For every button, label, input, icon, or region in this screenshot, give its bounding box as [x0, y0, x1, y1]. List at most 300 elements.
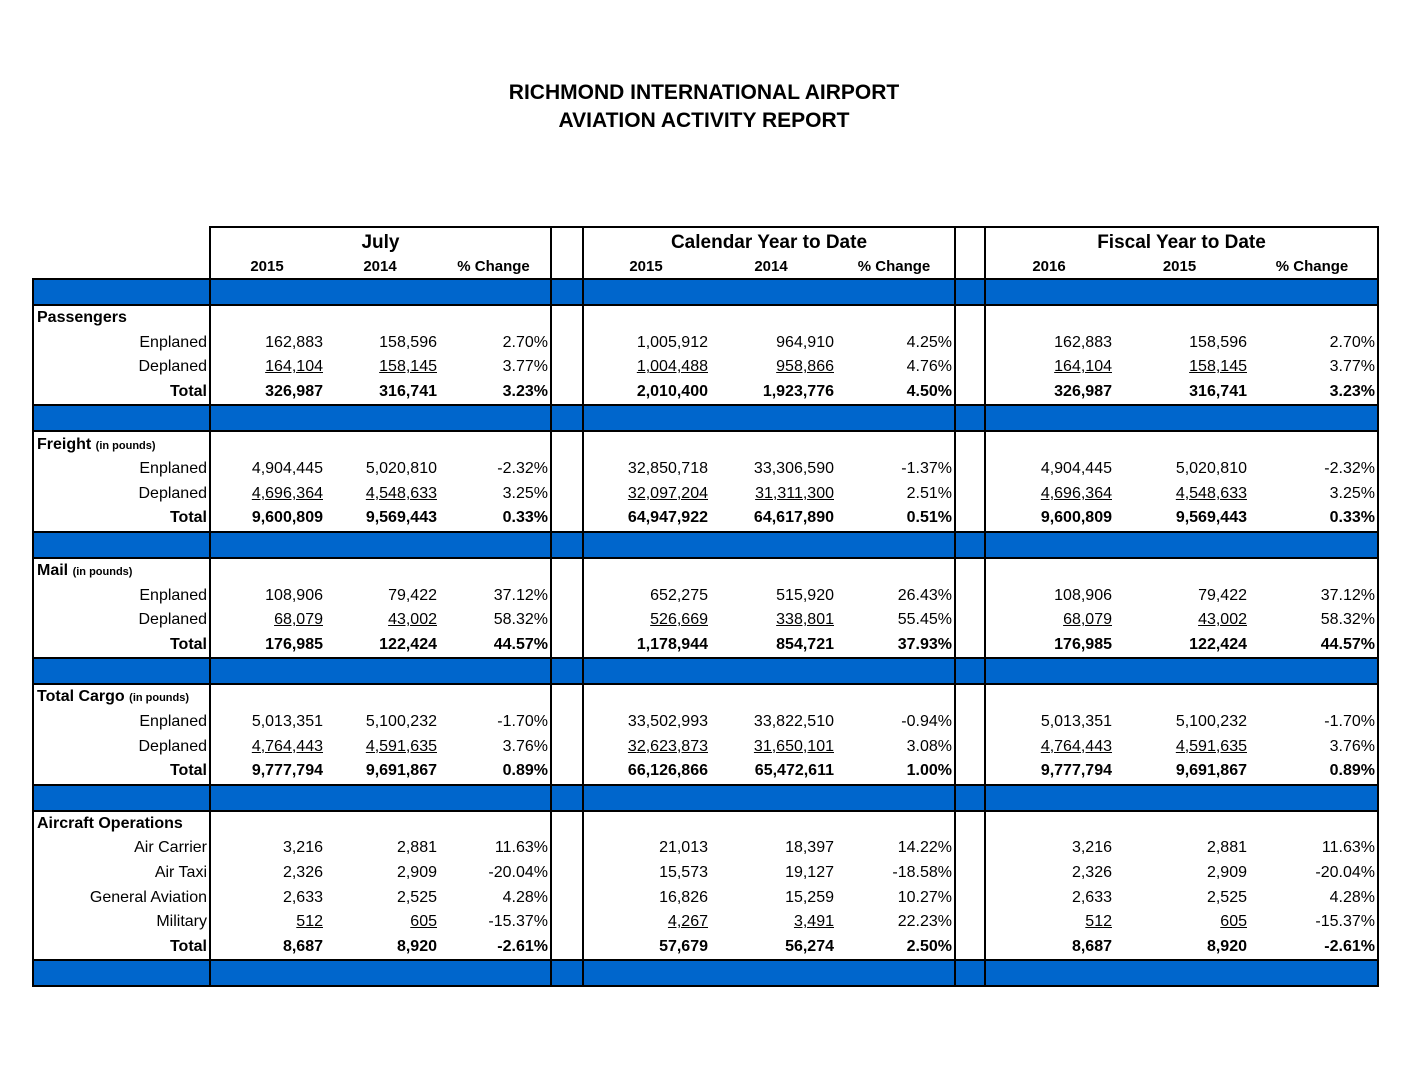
count-value: 108,906	[1054, 586, 1112, 604]
percent-change-cell	[437, 910, 551, 935]
count-value: 4,548,633	[1175, 484, 1247, 502]
header-blank	[33, 254, 210, 279]
percent-change-cell	[437, 633, 551, 659]
count-value: 4,696,364	[1040, 484, 1112, 502]
percent-change-cell	[1247, 633, 1378, 659]
count-value: 5,013,351	[1040, 713, 1112, 731]
empty-cell	[1247, 558, 1378, 584]
spacer-cell	[955, 836, 985, 861]
separator-cell	[985, 405, 1112, 431]
percent-change-cell	[1247, 910, 1378, 935]
percent-change-cell	[437, 583, 551, 608]
separator-cell	[955, 279, 985, 305]
section-heading-row	[33, 684, 1378, 710]
percent-change-value: 2.70%	[502, 333, 548, 351]
percent-change-cell	[1247, 836, 1378, 861]
spacer-cell	[955, 506, 985, 532]
value-cell	[708, 836, 834, 861]
value-cell	[985, 355, 1112, 380]
percent-change-value: 37.12%	[1320, 586, 1375, 604]
percent-change-value: 58.32%	[493, 611, 548, 629]
percent-change-value: 4.50%	[906, 383, 952, 401]
spacer-cell	[551, 710, 583, 735]
spacer-cell	[551, 380, 583, 406]
count-value: 8,920	[1206, 937, 1247, 955]
empty-cell	[583, 684, 708, 710]
count-value: 31,311,300	[755, 484, 834, 502]
count-value: 33,822,510	[753, 713, 834, 731]
count-value: 4,267	[667, 913, 708, 931]
report-title-line1: RICHMOND INTERNATIONAL AIRPORT	[508, 81, 900, 104]
percent-change-cell	[437, 836, 551, 861]
count-value: 2,326	[282, 863, 323, 881]
percent-change-value: 11.63%	[494, 839, 548, 857]
count-value: 3,216	[282, 839, 323, 857]
value-cell	[210, 885, 323, 910]
value-cell	[583, 710, 708, 735]
count-value: 4,696,364	[251, 484, 323, 502]
count-value: 43,002	[1198, 611, 1247, 629]
percent-change-value: -1.70%	[497, 713, 548, 731]
data-row	[33, 710, 1378, 735]
separator-cell	[1112, 532, 1247, 558]
empty-cell	[834, 811, 955, 837]
empty-cell	[323, 684, 437, 710]
row-label: Deplaned	[33, 355, 210, 380]
total-row	[33, 759, 1378, 785]
separator-cell	[551, 405, 583, 431]
row-label: Total	[33, 759, 210, 785]
percent-change-value: -2.32%	[1324, 460, 1375, 478]
value-cell	[985, 331, 1112, 356]
data-row	[33, 836, 1378, 861]
empty-cell	[1247, 305, 1378, 331]
value-cell	[210, 331, 323, 356]
spacer-cell	[955, 861, 985, 886]
separator-cell	[210, 279, 323, 305]
section-heading-row	[33, 811, 1378, 837]
value-cell	[323, 457, 437, 482]
count-value: 5,020,810	[1175, 460, 1247, 478]
value-cell	[210, 380, 323, 406]
percent-change-value: 44.57%	[1320, 635, 1375, 653]
empty-cell	[210, 431, 323, 457]
empty-cell	[708, 684, 834, 710]
percent-change-value: -1.70%	[1324, 713, 1375, 731]
value-cell	[583, 380, 708, 406]
percent-change-value: 0.33%	[1329, 509, 1375, 527]
total-row	[33, 506, 1378, 532]
empty-cell	[323, 558, 437, 584]
value-cell	[583, 759, 708, 785]
percent-change-value: 3.76%	[1329, 737, 1375, 755]
empty-cell	[210, 811, 323, 837]
count-value: 164,104	[1054, 358, 1112, 376]
count-value: 9,569,443	[1175, 509, 1247, 527]
value-cell	[985, 506, 1112, 532]
value-cell	[708, 608, 834, 633]
count-value: 9,600,809	[251, 509, 323, 527]
value-cell	[985, 861, 1112, 886]
count-value: 4,904,445	[1040, 460, 1112, 478]
percent-change-value: -20.04%	[488, 863, 548, 881]
group-header-row	[33, 227, 1378, 254]
value-cell	[1112, 710, 1247, 735]
count-value: 4,764,443	[1040, 737, 1112, 755]
empty-cell	[437, 558, 551, 584]
total-row	[33, 380, 1378, 406]
value-cell	[985, 885, 1112, 910]
value-cell	[985, 583, 1112, 608]
percent-change-cell	[834, 583, 955, 608]
count-value: 512	[296, 913, 323, 931]
separator-cell	[33, 279, 210, 305]
separator-cell	[33, 960, 210, 986]
count-value: 108,906	[265, 586, 323, 604]
separator-cell	[1112, 658, 1247, 684]
empty-cell	[708, 305, 834, 331]
data-row	[33, 482, 1378, 507]
count-value: 68,079	[1063, 611, 1112, 629]
count-value: 326,987	[265, 383, 323, 401]
value-cell	[708, 885, 834, 910]
count-value: 2,909	[1206, 863, 1247, 881]
spacer-cell	[551, 355, 583, 380]
empty-cell	[834, 431, 955, 457]
value-cell	[323, 482, 437, 507]
separator-cell	[323, 960, 437, 986]
year-header: % Change	[834, 254, 955, 279]
percent-change-value: 2.70%	[1329, 333, 1375, 351]
value-cell	[323, 861, 437, 886]
separator-cell	[834, 279, 955, 305]
separator-cell	[210, 785, 323, 811]
count-value: 4,764,443	[251, 737, 323, 755]
row-label: Deplaned	[33, 734, 210, 759]
data-row	[33, 331, 1378, 356]
percent-change-cell	[1247, 355, 1378, 380]
row-label: Enplaned	[33, 331, 210, 356]
value-cell	[210, 710, 323, 735]
value-cell	[708, 380, 834, 406]
count-value: 1,923,776	[762, 383, 834, 401]
separator-cell	[1247, 960, 1378, 986]
value-cell	[583, 934, 708, 960]
year-header-row	[33, 254, 1378, 279]
count-value: 21,013	[659, 839, 708, 857]
value-cell	[210, 836, 323, 861]
percent-change-value: 4.28%	[502, 888, 548, 906]
spacer-cell	[955, 380, 985, 406]
value-cell	[985, 380, 1112, 406]
percent-change-value: 58.32%	[1320, 611, 1375, 629]
count-value: 964,910	[776, 333, 834, 351]
empty-cell	[323, 811, 437, 837]
group-calendar-ytd: Calendar Year to Date	[583, 227, 955, 254]
percent-change-cell	[437, 734, 551, 759]
percent-change-value: -1.37%	[901, 460, 952, 478]
count-value: 68,079	[274, 611, 323, 629]
value-cell	[323, 759, 437, 785]
empty-cell	[583, 558, 708, 584]
separator-cell	[985, 785, 1112, 811]
separator-cell	[33, 658, 210, 684]
value-cell	[323, 583, 437, 608]
section-name: Aircraft Operations	[37, 814, 183, 832]
count-value: 338,801	[776, 611, 834, 629]
count-value: 32,623,873	[627, 737, 708, 755]
count-value: 512	[1085, 913, 1112, 931]
empty-cell	[708, 558, 834, 584]
year-header: 2015	[1162, 257, 1197, 275]
percent-change-cell	[437, 506, 551, 532]
percent-change-cell	[437, 885, 551, 910]
spacer-cell	[551, 885, 583, 910]
percent-change-cell	[437, 355, 551, 380]
spacer-cell	[955, 457, 985, 482]
empty-cell	[323, 431, 437, 457]
value-cell	[583, 506, 708, 532]
empty-cell	[834, 558, 955, 584]
percent-change-cell	[834, 380, 955, 406]
empty-cell	[955, 431, 985, 457]
value-cell	[323, 885, 437, 910]
empty-cell	[955, 305, 985, 331]
spacer-cell	[955, 254, 985, 279]
separator-cell	[1112, 785, 1247, 811]
value-cell	[210, 482, 323, 507]
empty-cell	[1247, 811, 1378, 837]
count-value: 158,596	[379, 333, 437, 351]
separator-cell	[1112, 279, 1247, 305]
separator-cell	[551, 532, 583, 558]
separator-cell	[708, 658, 834, 684]
count-value: 15,573	[659, 863, 708, 881]
value-cell	[708, 457, 834, 482]
count-value: 122,424	[1189, 635, 1247, 653]
count-value: 18,397	[785, 839, 834, 857]
value-cell	[583, 608, 708, 633]
separator-cell	[437, 658, 551, 684]
data-row	[33, 734, 1378, 759]
value-cell	[323, 331, 437, 356]
separator-cell	[985, 658, 1112, 684]
count-value: 2,525	[396, 888, 437, 906]
value-cell	[583, 885, 708, 910]
separator-cell	[33, 405, 210, 431]
percent-change-value: 3.23%	[502, 383, 548, 401]
count-value: 605	[410, 913, 437, 931]
value-cell	[583, 836, 708, 861]
value-cell	[985, 633, 1112, 659]
empty-cell	[1112, 558, 1247, 584]
empty-cell	[834, 684, 955, 710]
empty-cell	[437, 684, 551, 710]
percent-change-value: 3.25%	[1329, 484, 1375, 502]
header-blank	[33, 227, 210, 254]
spacer-cell	[955, 885, 985, 910]
count-value: 8,687	[1071, 937, 1112, 955]
section-heading	[33, 811, 210, 837]
year-header: 2014	[363, 257, 397, 275]
value-cell	[210, 759, 323, 785]
empty-cell	[985, 305, 1112, 331]
count-value: 2,909	[396, 863, 437, 881]
count-value: 8,920	[396, 937, 437, 955]
spacer-cell	[955, 710, 985, 735]
value-cell	[708, 910, 834, 935]
separator-cell	[955, 532, 985, 558]
data-row	[33, 910, 1378, 935]
section-heading	[33, 558, 210, 584]
value-cell	[708, 583, 834, 608]
data-row	[33, 608, 1378, 633]
value-cell	[583, 482, 708, 507]
percent-change-value: 0.89%	[1329, 762, 1375, 780]
spacer-cell	[955, 759, 985, 785]
section-heading	[33, 684, 210, 710]
count-value: 2,010,400	[636, 383, 708, 401]
value-cell	[323, 734, 437, 759]
separator-cell	[955, 405, 985, 431]
count-value: 515,920	[776, 586, 834, 604]
value-cell	[323, 934, 437, 960]
value-cell	[708, 861, 834, 886]
count-value: 5,100,232	[365, 713, 437, 731]
percent-change-value: 3.76%	[502, 737, 548, 755]
count-value: 176,985	[265, 635, 323, 653]
count-value: 958,866	[776, 358, 834, 376]
value-cell	[210, 583, 323, 608]
empty-cell	[1112, 684, 1247, 710]
group-july: July	[210, 227, 551, 254]
value-cell	[583, 734, 708, 759]
separator-cell	[323, 532, 437, 558]
percent-change-cell	[834, 633, 955, 659]
count-value: 1,004,488	[636, 358, 708, 376]
count-value: 32,850,718	[627, 460, 708, 478]
separator-cell	[834, 532, 955, 558]
value-cell	[323, 836, 437, 861]
percent-change-cell	[834, 710, 955, 735]
percent-change-cell	[1247, 331, 1378, 356]
count-value: 158,145	[1189, 358, 1247, 376]
value-cell	[708, 355, 834, 380]
total-row	[33, 934, 1378, 960]
value-cell	[323, 710, 437, 735]
value-cell	[985, 910, 1112, 935]
count-value: 605	[1220, 913, 1247, 931]
count-value: 9,569,443	[365, 509, 437, 527]
percent-change-value: -2.32%	[497, 460, 548, 478]
count-value: 2,881	[1206, 839, 1247, 857]
count-value: 2,633	[1071, 888, 1112, 906]
empty-cell	[708, 431, 834, 457]
value-cell	[1112, 861, 1247, 886]
value-cell	[1112, 506, 1247, 532]
row-label: Military	[33, 910, 210, 935]
count-value: 3,216	[1071, 839, 1112, 857]
row-label: Deplaned	[33, 608, 210, 633]
spacer-cell	[551, 836, 583, 861]
percent-change-cell	[1247, 380, 1378, 406]
spacer-cell	[551, 331, 583, 356]
year-header: 2015	[210, 254, 323, 279]
value-cell	[210, 734, 323, 759]
separator-cell	[437, 405, 551, 431]
spacer-cell	[551, 861, 583, 886]
separator-cell	[210, 405, 323, 431]
percent-change-value: 4.76%	[906, 358, 952, 376]
value-cell	[583, 583, 708, 608]
row-label: Air Taxi	[33, 861, 210, 886]
section-unit: (in pounds)	[72, 566, 133, 579]
percent-change-value: 3.23%	[1329, 383, 1375, 401]
spacer-cell	[955, 734, 985, 759]
spacer-cell	[955, 910, 985, 935]
year-header: % Change	[437, 254, 551, 279]
empty-cell	[551, 684, 583, 710]
section-name: Freight	[37, 435, 92, 453]
value-cell	[1112, 734, 1247, 759]
empty-cell	[437, 431, 551, 457]
percent-change-cell	[1247, 457, 1378, 482]
empty-cell	[708, 811, 834, 837]
count-value: 1,005,912	[636, 333, 708, 351]
percent-change-cell	[834, 734, 955, 759]
count-value: 326,987	[1054, 383, 1112, 401]
separator-cell	[708, 279, 834, 305]
percent-change-cell	[834, 331, 955, 356]
section-name: Mail	[37, 562, 69, 580]
separator-cell	[955, 960, 985, 986]
value-cell	[1112, 759, 1247, 785]
empty-cell	[210, 684, 323, 710]
activity-table	[32, 226, 1379, 987]
percent-change-cell	[437, 710, 551, 735]
blue-separator-row	[33, 279, 1378, 305]
data-row	[33, 355, 1378, 380]
count-value: 854,721	[776, 635, 834, 653]
count-value: 33,502,993	[627, 713, 708, 731]
value-cell	[583, 633, 708, 659]
percent-change-value: 10.27%	[897, 888, 952, 906]
blue-separator-row	[33, 658, 1378, 684]
separator-cell	[708, 405, 834, 431]
separator-cell	[33, 785, 210, 811]
percent-change-value: -2.61%	[497, 937, 548, 955]
spacer-cell	[551, 759, 583, 785]
value-cell	[323, 380, 437, 406]
empty-cell	[551, 305, 583, 331]
separator-cell	[834, 658, 955, 684]
count-value: 176,985	[1054, 635, 1112, 653]
section-heading-row	[33, 305, 1378, 331]
count-value: 15,259	[785, 888, 834, 906]
value-cell	[323, 633, 437, 659]
count-value: 57,679	[659, 937, 708, 955]
percent-change-value: 4.25%	[906, 333, 952, 351]
separator-cell	[437, 279, 551, 305]
section-heading	[33, 431, 210, 457]
blue-separator-row	[33, 960, 1378, 986]
count-value: 9,777,794	[251, 762, 323, 780]
separator-cell	[1247, 405, 1378, 431]
value-cell	[985, 482, 1112, 507]
percent-change-value: 0.89%	[502, 762, 548, 780]
separator-cell	[1247, 785, 1378, 811]
percent-change-cell	[834, 885, 955, 910]
